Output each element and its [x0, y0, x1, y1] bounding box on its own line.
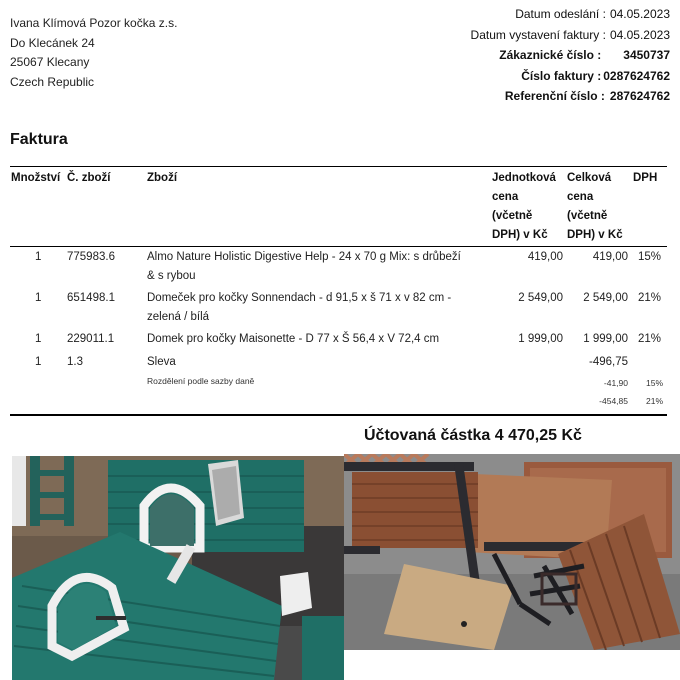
- table-bottom-rule: [10, 414, 667, 416]
- photo-wooden-cat-house: [344, 454, 680, 650]
- photo-teal-cat-house: [12, 456, 344, 680]
- col-header-total-price: Celková cena (včetně DPH) v Kč: [567, 172, 623, 241]
- row-item: Almo Nature Holistic Digestive Help - 24 x 70 g Mix: s drůbeží & s rybou: [147, 251, 461, 282]
- col-header-qty: Množství: [11, 172, 61, 184]
- col-header-unit-price: Jednotková cena (včetně DPH) v Kč: [492, 172, 556, 241]
- row-total-price: 1 999,00: [583, 333, 628, 345]
- seller-address: [10, 14, 177, 92]
- row-qty: 1: [35, 333, 42, 345]
- page-title: Faktura: [10, 131, 68, 148]
- row-qty: 1: [35, 251, 42, 263]
- tax-split-amount: -41,90: [603, 378, 628, 388]
- row-total-price: 2 549,00: [583, 292, 628, 304]
- row-code: 651498.1: [67, 292, 115, 304]
- row-code: 1.3: [67, 356, 83, 368]
- table-header-rule: [10, 246, 667, 247]
- meta-sent-date: Datum odeslání : 04.05.2023: [515, 7, 670, 21]
- row-item: Sleva: [147, 356, 176, 368]
- col-header-code: Č. zboží: [67, 172, 111, 184]
- meta-issued-date: Datum vystavení faktury : 04.05.2023: [470, 27, 670, 42]
- row-qty: 1: [35, 356, 42, 368]
- invoice-meta: [471, 4, 670, 107]
- row-vat: 21%: [638, 292, 662, 304]
- row-vat: 21%: [638, 333, 662, 345]
- meta-customer-number: Zákaznické číslo : 3450737: [499, 48, 670, 62]
- teal-cat-house-image: [12, 456, 344, 680]
- col-header-item: Zboží: [147, 172, 178, 184]
- seller-city: 25067 Klecany: [10, 55, 90, 69]
- col-header-vat: DPH: [633, 172, 658, 184]
- row-total-price: -496,75: [588, 356, 628, 368]
- row-code: 229011.1: [67, 333, 115, 345]
- seller-country: Czech Republic: [10, 74, 95, 89]
- seller-name: Ivana Klímová Pozor kočka z.s.: [10, 16, 178, 30]
- wooden-cat-house-image: [344, 454, 680, 650]
- tax-split-vat: 15%: [646, 378, 664, 388]
- meta-invoice-number: Číslo faktury : 0287624762: [521, 68, 670, 83]
- row-unit-price: 419,00: [527, 251, 563, 263]
- meta-reference-number: Referenční číslo : 287624762: [504, 89, 670, 103]
- tax-split-label: Rozdělení podle sazby daně: [147, 376, 255, 386]
- table-top-rule: [10, 166, 667, 167]
- seller-street: Do Klecánek 24: [10, 35, 95, 50]
- tax-split-amount: -454,85: [599, 396, 628, 406]
- row-code: 775983.6: [67, 251, 115, 263]
- row-vat: 15%: [638, 251, 662, 263]
- tax-split-vat: 21%: [646, 396, 664, 406]
- row-item: Domeček pro kočky Sonnendach - d 91,5 x š 71 x v 82 cm - zelená / bílá: [147, 292, 452, 323]
- row-unit-price: 2 549,00: [518, 292, 563, 304]
- row-unit-price: 1 999,00: [518, 333, 563, 345]
- invoice-total: Účtovaná částka 4 470,25 Kč: [364, 427, 582, 444]
- row-total-price: 419,00: [592, 251, 628, 263]
- row-item: Domek pro kočky Maisonette - D 77 x Š 56,4 x V 72,4 cm: [147, 333, 440, 345]
- row-qty: 1: [35, 292, 42, 304]
